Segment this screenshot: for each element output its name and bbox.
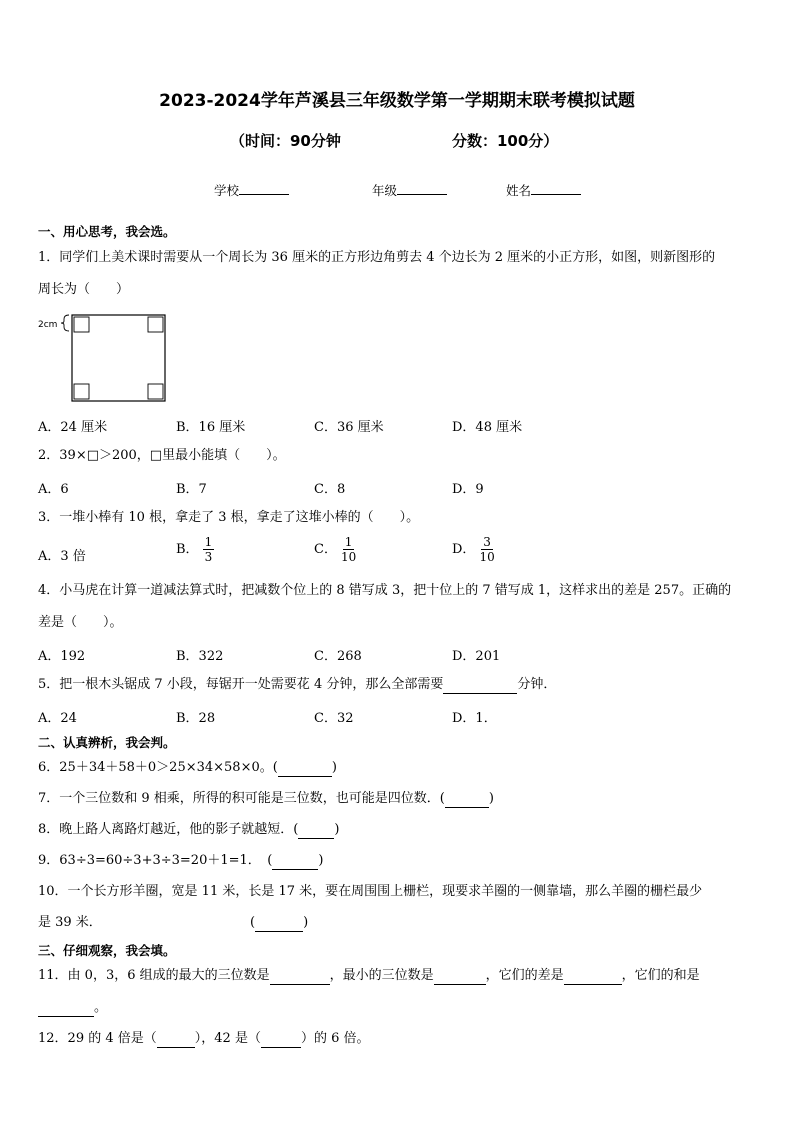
- q6-text: [38, 759, 337, 777]
- q2-option-d[interactable]: D．9: [452, 482, 484, 497]
- q1-text-line1: 1．同学们上美术课时需要从一个周长为 36 厘米的正方形边角剪去 4 个边长为 2 厘米的小正方形，如图，则新图形的: [38, 250, 716, 265]
- name-label: 姓名: [506, 183, 532, 198]
- q5-text: [38, 676, 556, 694]
- q8-close: ): [334, 822, 340, 837]
- name-blank[interactable]: [531, 193, 581, 195]
- q11-blank-diff[interactable]: [564, 970, 622, 985]
- numerator: 3: [483, 535, 491, 549]
- option-d-prefix: D．: [452, 542, 476, 557]
- q1-text-line2: 周长为（ ）: [38, 282, 130, 297]
- q4-text-line1: 4．小马虎在计算一道减法算式时，把减数个位上的 8 错写成 3，把十位上的 7 错写成 1，这样求出的差是 257。正确的: [38, 583, 732, 598]
- q1-figure: [38, 312, 170, 404]
- q7-answer-blank[interactable]: [445, 793, 489, 808]
- cut-square-diagram: [38, 312, 170, 404]
- q8-text: [38, 821, 339, 839]
- q9-statement: 9．63÷3=60÷3+3÷3=20＋1=1． (: [38, 853, 273, 868]
- q7-statement: 7．一个三位数和 9 相乘，所得的积可能是三位数，也可能是四位数．(: [38, 791, 445, 806]
- q4-option-d[interactable]: D．201: [452, 649, 501, 664]
- q8-answer-blank[interactable]: [298, 824, 334, 839]
- q3-option-a[interactable]: A．3 倍: [38, 549, 86, 564]
- option-c-prefix: C．: [314, 542, 337, 557]
- q10-text-line1: 10．一个长方形羊圈，宽是 11 米，长是 17 米，要在周围围上栅栏，现要求羊圈的一侧靠墙，那么羊圈的栅栏最少: [38, 884, 703, 899]
- q7-close: ): [488, 791, 494, 806]
- figure-label: 2cm: [38, 320, 58, 330]
- q12-part-c: ）的 6 倍。: [300, 1031, 370, 1046]
- q4-option-b[interactable]: B．322: [176, 649, 224, 664]
- q5-option-a[interactable]: A．24: [38, 711, 77, 726]
- corner-square: [148, 384, 163, 399]
- q12-text: [38, 1030, 370, 1048]
- exam-score: 分数：100分）: [452, 132, 559, 150]
- page-title: 2023-2024学年芦溪县三年级数学第一学期期末联考模拟试题: [159, 91, 635, 111]
- fraction: [479, 535, 494, 564]
- section-3-title: 三、仔细观察，我会填。: [38, 943, 176, 958]
- q11-part-c: ，它们的差是: [485, 968, 564, 983]
- q11-part-b: ，最小的三位数是: [329, 968, 434, 983]
- fraction: [341, 535, 356, 564]
- q2-text: 2．39×□＞200，□里最小能填（ ）。: [38, 448, 286, 463]
- q10-answer: [250, 914, 308, 932]
- denominator: 3: [204, 550, 213, 564]
- q11-blank-min[interactable]: [434, 970, 486, 985]
- school-field: [214, 181, 289, 199]
- q11-end: 。: [94, 1000, 108, 1015]
- q12-blank-1[interactable]: [157, 1033, 195, 1048]
- q3-option-c[interactable]: [314, 535, 356, 564]
- name-field: [506, 181, 581, 199]
- q1-option-c[interactable]: C．36 厘米: [314, 420, 384, 435]
- q12-part-b: ），42 是（: [194, 1031, 261, 1046]
- exam-time: （时间：90分钟: [230, 132, 341, 150]
- q10-open: (: [250, 915, 256, 930]
- q1-option-a[interactable]: A．24 厘米: [38, 420, 108, 435]
- q5-suffix: 分钟．: [517, 677, 557, 692]
- q6-answer-blank[interactable]: [278, 762, 332, 777]
- q4-option-a[interactable]: A．192: [38, 649, 86, 664]
- q10-answer-blank[interactable]: [255, 917, 303, 932]
- denominator: 10: [479, 550, 495, 564]
- q5-option-b[interactable]: B．28: [176, 711, 216, 726]
- q5-option-d[interactable]: D．1．: [452, 711, 497, 726]
- q1-option-b[interactable]: B．16 厘米: [176, 420, 246, 435]
- q7-text: [38, 790, 494, 808]
- q3-option-b[interactable]: [176, 535, 214, 564]
- grade-blank[interactable]: [397, 193, 447, 195]
- corner-square: [148, 317, 163, 332]
- q11-part-d: ，它们的和是: [621, 968, 700, 983]
- school-label: 学校: [214, 183, 240, 198]
- section-2-title: 二、认真辨析，我会判。: [38, 735, 176, 750]
- q9-text: [38, 852, 323, 870]
- big-square: [72, 315, 165, 401]
- q2-option-b[interactable]: B．7: [176, 482, 207, 497]
- q6-close: ): [331, 760, 337, 775]
- q11-blank-max[interactable]: [270, 970, 330, 985]
- q11-blank-sum[interactable]: [38, 1002, 94, 1017]
- q12-blank-2[interactable]: [261, 1033, 301, 1048]
- corner-square: [74, 384, 89, 399]
- q5-prefix: 5．把一根木头锯成 7 小段，每锯开一处需要花 4 分钟，那么全部需要: [38, 677, 444, 692]
- denominator: 10: [340, 550, 357, 564]
- q10-text-line2: 是 39 米．: [38, 915, 102, 930]
- q11-part-a: 11．由 0，3，6 组成的最大的三位数是: [38, 968, 270, 983]
- option-b-prefix: B．: [176, 542, 199, 557]
- q1-option-d[interactable]: D．48 厘米: [452, 420, 523, 435]
- q8-statement: 8．晚上路人离路灯越近，他的影子就越短．(: [38, 822, 299, 837]
- q4-option-c[interactable]: C．268: [314, 649, 362, 664]
- q9-answer-blank[interactable]: [272, 855, 318, 870]
- q3-text: 3．一堆小棒有 10 根，拿走了 3 根，拿走了这堆小棒的（ ）。: [38, 510, 420, 525]
- q5-answer-blank[interactable]: [443, 679, 517, 694]
- q11-text-line2: [38, 999, 107, 1017]
- q5-option-c[interactable]: C．32: [314, 711, 354, 726]
- q2-option-c[interactable]: C．8: [314, 482, 346, 497]
- numerator: 1: [204, 535, 213, 549]
- corner-square: [74, 317, 89, 332]
- numerator: 1: [344, 535, 353, 549]
- q2-option-a[interactable]: A．6: [38, 482, 69, 497]
- school-blank[interactable]: [239, 193, 289, 195]
- fraction: [203, 535, 215, 564]
- q10-close: ): [303, 915, 309, 930]
- section-1-title: 一、用心思考，我会选。: [38, 224, 176, 239]
- q3-option-d[interactable]: [452, 535, 495, 564]
- q12-part-a: 12．29 的 4 倍是（: [38, 1031, 157, 1046]
- brace-icon: [61, 315, 69, 331]
- q11-text-line1: [38, 967, 700, 985]
- q4-text-line2: 差是（ ）。: [38, 615, 123, 630]
- grade-label: 年级: [372, 183, 398, 198]
- grade-field: [372, 181, 447, 199]
- q6-statement: 6．25＋34＋58＋0＞25×34×58×0。(: [38, 760, 278, 775]
- q9-close: ): [318, 853, 324, 868]
